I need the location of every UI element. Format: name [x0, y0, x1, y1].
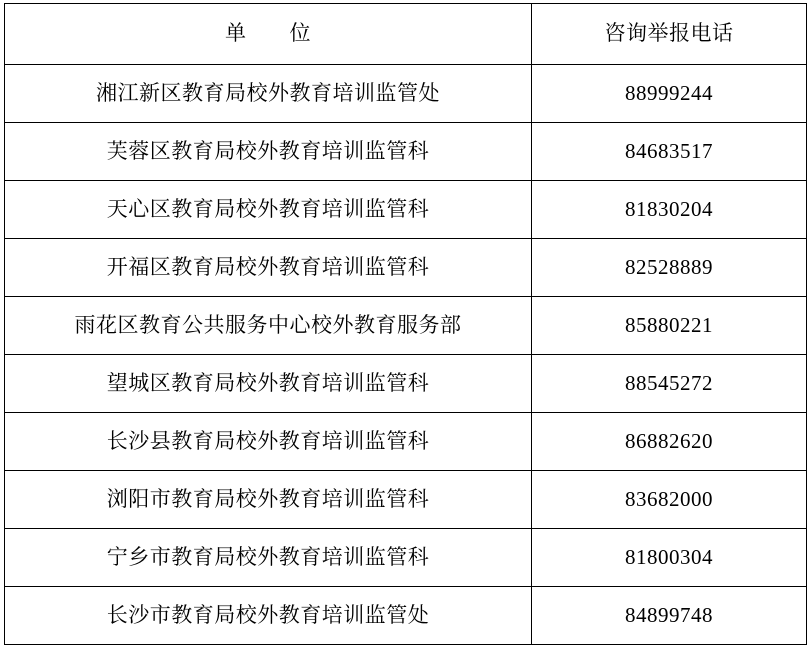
cell-phone: 81800304: [532, 529, 807, 587]
cell-phone: 85880221: [532, 297, 807, 355]
column-header-phone: 咨询举报电话: [532, 4, 807, 65]
cell-phone: 81830204: [532, 181, 807, 239]
table-row: [5, 471, 807, 529]
table-row: [5, 355, 807, 413]
cell-unit: 芙蓉区教育局校外教育培训监管科: [5, 123, 532, 181]
column-header-unit: 单 位: [5, 4, 532, 65]
table-row: [5, 587, 807, 645]
table-row: [5, 529, 807, 587]
table-row: [5, 123, 807, 181]
table-header: [5, 4, 807, 65]
cell-unit: 天心区教育局校外教育培训监管科: [5, 181, 532, 239]
table-header-row: [5, 4, 807, 65]
cell-phone: 86882620: [532, 413, 807, 471]
table-row: [5, 65, 807, 123]
cell-phone: 88545272: [532, 355, 807, 413]
table-row: [5, 413, 807, 471]
cell-phone: 82528889: [532, 239, 807, 297]
table-row: [5, 297, 807, 355]
cell-phone: 83682000: [532, 471, 807, 529]
cell-unit: 宁乡市教育局校外教育培训监管科: [5, 529, 532, 587]
cell-unit: 望城区教育局校外教育培训监管科: [5, 355, 532, 413]
cell-unit: 湘江新区教育局校外教育培训监管处: [5, 65, 532, 123]
cell-unit: 长沙县教育局校外教育培训监管科: [5, 413, 532, 471]
cell-phone: 88999244: [532, 65, 807, 123]
cell-phone: 84683517: [532, 123, 807, 181]
cell-unit: 开福区教育局校外教育培训监管科: [5, 239, 532, 297]
cell-unit: 雨花区教育公共服务中心校外教育服务部: [5, 297, 532, 355]
table-row: [5, 181, 807, 239]
contact-table: [4, 3, 807, 645]
table-row: [5, 239, 807, 297]
cell-phone: 84899748: [532, 587, 807, 645]
cell-unit: 浏阳市教育局校外教育培训监管科: [5, 471, 532, 529]
cell-unit: 长沙市教育局校外教育培训监管处: [5, 587, 532, 645]
table-body: [5, 65, 807, 645]
